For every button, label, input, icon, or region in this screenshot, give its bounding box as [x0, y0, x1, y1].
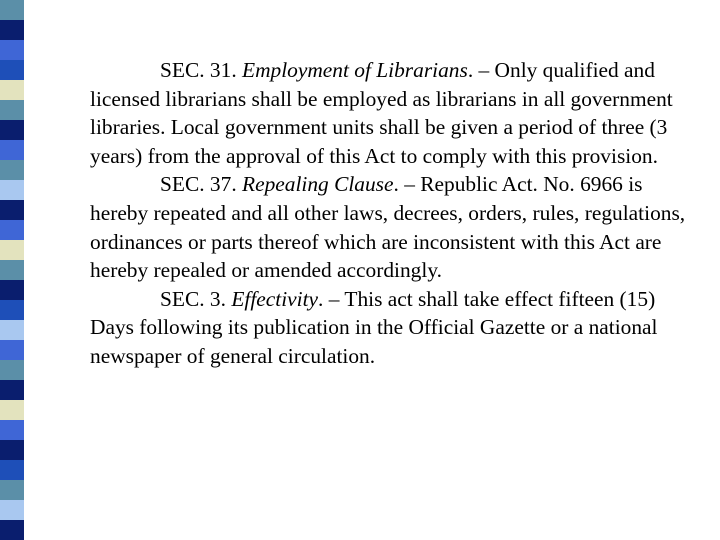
stripe-segment	[0, 20, 24, 40]
stripe-segment	[0, 400, 24, 420]
stripe-segment	[0, 340, 24, 360]
stripe-segment	[0, 60, 24, 80]
stripe-segment	[0, 220, 24, 240]
stripe-segment	[0, 380, 24, 400]
stripe-segment	[0, 260, 24, 280]
section-37	[90, 170, 702, 284]
stripe-segment	[0, 320, 24, 340]
stripe-segment	[0, 140, 24, 160]
stripe-segment	[0, 360, 24, 380]
stripe-segment	[0, 440, 24, 460]
stripe-segment	[0, 300, 24, 320]
stripe-segment	[0, 80, 24, 100]
stripe-segment	[0, 420, 24, 440]
stripe-segment	[0, 40, 24, 60]
section-title: Effectivity	[231, 286, 319, 311]
section-number: SEC. 37.	[160, 172, 243, 197]
section-title: Repealing Clause	[242, 172, 394, 197]
section-31	[90, 56, 702, 170]
stripe-segment	[0, 160, 24, 180]
stripe-segment	[0, 180, 24, 200]
decorative-stripe	[0, 0, 24, 540]
stripe-segment	[0, 460, 24, 480]
section-number: SEC. 3.	[160, 286, 232, 311]
stripe-segment	[0, 200, 24, 220]
section-number: SEC. 31.	[160, 58, 243, 82]
document-body	[90, 56, 702, 371]
section-3	[90, 285, 702, 371]
stripe-segment	[0, 100, 24, 120]
stripe-segment	[0, 0, 24, 20]
section-title: Employment of Librarians	[242, 58, 468, 82]
stripe-segment	[0, 120, 24, 140]
stripe-segment	[0, 500, 24, 520]
stripe-segment	[0, 520, 24, 540]
stripe-segment	[0, 280, 24, 300]
section-text: . – Only qualified and licensed librarians shall be employed as librarians in all government libraries. Local government units shall be given a period of three (3 years) from the approval of this Act to comply with this provision.	[90, 58, 673, 168]
section-text: . – This act shall take effect fifteen (15) Days following its publication in the Official Gazette or a national newspaper of general circulation.	[90, 286, 658, 368]
stripe-segment	[0, 480, 24, 500]
stripe-segment	[0, 240, 24, 260]
section-text: . – Republic Act. No. 6966 is hereby repeated and all other laws, decrees, orders, rules, regulations, ordinances or parts thereof which are inconsistent with this Act are hereby repealed or amended accordingly.	[90, 172, 686, 283]
